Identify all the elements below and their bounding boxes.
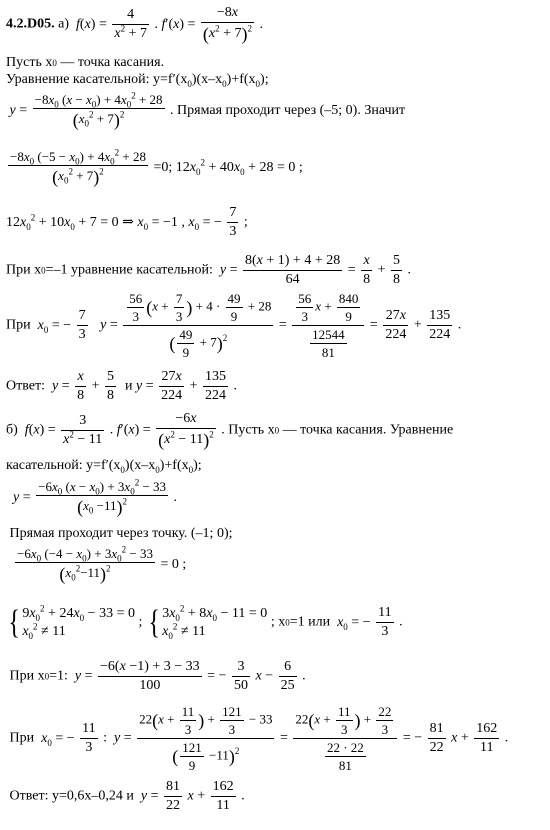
header-line: 4.2.D05. а) f(x) = $\frac{4}{x^2 + 7}$ . f′(x) = $\frac{-8x}{(x^2 + 7)^2}$ . — [6, 5, 264, 44]
fraction: $\frac{162}{11}$ — [212, 779, 234, 813]
answer-a: Ответ: y = $\frac{x}{8}$ + $\frac{5}{8}$ и y = $\frac{27x}{224}$ + $\frac{135}{224}$ . — [6, 369, 238, 403]
text-passes-b: Прямая проходит через точку. (–1; 0); — [9, 526, 233, 541]
answer-b: Ответ: y=0,6x–0,24 и y = $\frac{81}{22}$ x + $\frac{162}{11}$ . — [9, 779, 245, 813]
fraction: $\frac{-6x}{(x^2 - 11)^2}$ — [158, 411, 214, 450]
text-passes-a: . Прямая проходит через (–5; 0). Значит — [170, 103, 406, 118]
fraction: $\frac{3}{x^2 - 11}$ — [63, 413, 103, 447]
fraction: $\frac{x}{8}$ — [77, 369, 85, 403]
fraction: 22(x + $\frac{11}{3}$ ) + $\frac{22}{3}$ $\frac{22 \cdot 22}{81}$ — [293, 705, 397, 772]
fraction: $\frac{135}{224}$ — [205, 369, 227, 403]
fraction: $\frac{6}{25}$ — [280, 659, 295, 693]
fraction: 22(x + $\frac{11}{3}$ ) + $\frac{121}{3}$ − 33 ( $\frac{121}{9}$ −11)$^2$ — [139, 704, 273, 773]
fraction: $\frac{7}{3}$ — [229, 205, 237, 239]
fraction: $\frac{27x}{224}$ — [385, 308, 407, 342]
fraction: $\frac{5}{8}$ — [393, 253, 401, 287]
fraction: $\frac{56}{3}$ (x + $\frac{7}{3}$ ) + 4 · $\frac{49}{9}$ + 28 ( $\frac{49}{9}$ + 7)$^2$ — [123, 292, 273, 359]
fraction: $\frac{11}{3}$ — [82, 721, 96, 755]
function-f-a: f(x) = — [76, 16, 107, 32]
tangent-equation-b: y = $\frac{-6x_0 (x - x_0) + 3x_0^2 - 33}{(x_0 -11)^2}$ . — [13, 477, 178, 517]
fraction: $\frac{-8x_0 (x - x_0) + 4x_0^2 + 28}{(x_0^2 + 7)^2}$ — [34, 90, 163, 130]
text-let-a: Пусть x0 — точка касания. — [6, 55, 165, 70]
fraction: $\frac{8(x + 1) + 4 + 28}{64}$ — [244, 253, 341, 287]
fraction: $\frac{-8x}{(x^2 + 7)^2}$ — [202, 5, 253, 44]
tangent-equation-a: y = $\frac{-8x_0 (x - x_0) + 4x_0^2 + 28}{(x_0^2 + 7)^2}$ . Прямая проходит через (–5; 0). Значит — [6, 90, 406, 130]
text-tangent-b: касательной: $y=f'(x_0)(x-x_0)+f(x_0)$; — [6, 458, 202, 475]
tangent-at-1: При x0=1: y = $\frac{-6(x -1) + 3 - 33}{100}$ = − $\frac{3}{50}$ x − $\frac{6}{25}$ . — [9, 659, 306, 693]
part-b-label: б) — [6, 422, 18, 438]
fraction: $\frac{81}{22}$ — [429, 721, 444, 755]
quadratic-roots-a: $12x_0^2 + 10x_0 + 7 = 0$ ⇒ $x_0 = -1$ , $x_0$ = − $\frac{7}{3}$ ; — [6, 205, 248, 239]
condition-equation-b: $\frac{-6x_0 (-4 - x_0) + 3x_0^2 - 33}{(x_0^2-11)^2}$ = 0 ; — [17, 544, 187, 584]
fraction: $\frac{3}{50}$ — [233, 659, 248, 693]
tangent-at-minus7-3: При $x_0$ = − $\frac{7}{3}$ y = $\frac{56}{3}$ (x + $\frac{7}{3}$ ) + 4 · $\frac{49}{9}$ + 28 ( $\frac{49}{9}$ + 7)$^2$ = $\frac{56}{3}$ x + $\frac{840}{9}$ $\frac{12544}{81}$ = $\frac{27x}{224}$ + $\frac{135}{224}$ . — [6, 291, 462, 360]
system-b: { $9x_0^2 + 24x_0 - 33 = 0$ $x_0^2 \ne 11$ ; { $3x_0^2 + 8x_0 - 11 = 0$ $x_0^2 \ne 11$ ; x0=1 или $x_0$ = − $\frac{11}{3}$ . — [8, 603, 403, 641]
fraction: $\frac{7}{3}$ — [78, 308, 86, 342]
fraction: $\frac{27x}{224}$ — [161, 369, 183, 403]
fraction: $\frac{-6x_0 (x - x_0) + 3x_0^2 - 33}{(x_0 -11)^2}$ — [38, 477, 167, 517]
fraction: $\frac{-6x_0 (-4 - x_0) + 3x_0^2 - 33}{(x_0^2-11)^2}$ — [17, 544, 153, 584]
fraction: $\frac{11}{3}$ — [378, 605, 392, 639]
tangent-at-minus1: При x0=–1 уравнение касательной: y = $\frac{8(x + 1) + 4 + 28}{64}$ = $\frac{x}{8}$ + $\frac{5}{8}$ . — [6, 253, 412, 287]
problem-number: 4.2.D05. — [6, 16, 55, 32]
tangent-at-minus11-3: При $x_0$ = − $\frac{11}{3}$ : y = 22(x + $\frac{11}{3}$ ) + $\frac{121}{3}$ − 33 ( $\frac{121}{9}$ −11)$^2$ = 22(x + $\frac{11}{3}$ ) + $\frac{22}{3}$ $\frac{22 \cdot 22}{81}$ = − $\frac{81}{22}$ x + $\frac{162}{11}$ . — [9, 704, 509, 773]
condition-equation-a: $\frac{-8x_0 (-5 - x_0) + 4x_0^2 + 28}{(x_0^2 + 7)^2}$ =0; $12x_0^2 + 40x_0 + 28 = 0$ ; — [10, 147, 303, 187]
fraction: $\frac{-6(x -1) + 3 - 33}{100}$ — [100, 659, 200, 693]
part-a-label: а) — [58, 16, 70, 32]
part-b-header: б) f(x) = $\frac{3}{x^2 - 11}$ . f′(x) = $\frac{-6x}{(x^2 - 11)^2}$ . Пусть x0 — точка касания. Уравнение — [6, 411, 454, 450]
fraction: $\frac{4}{x^2 + 7}$ — [114, 7, 147, 41]
fraction: $\frac{162}{11}$ — [476, 721, 498, 755]
fraction: $\frac{-8x_0 (-5 - x_0) + 4x_0^2 + 28}{(x_0^2 + 7)^2}$ — [10, 147, 146, 187]
fraction: $\frac{56}{3}$ x + $\frac{840}{9}$ $\frac{12544}{81}$ — [292, 292, 364, 359]
fraction: $\frac{5}{8}$ — [107, 369, 115, 403]
text-tangent-a: Уравнение касательной: $y=f'(x_0)(x-x_0)+f(x_0)$; — [6, 72, 269, 89]
fraction: $\frac{x}{8}$ — [363, 253, 371, 287]
fraction: $\frac{135}{224}$ — [429, 308, 451, 342]
fraction: $\frac{81}{22}$ — [166, 779, 180, 813]
